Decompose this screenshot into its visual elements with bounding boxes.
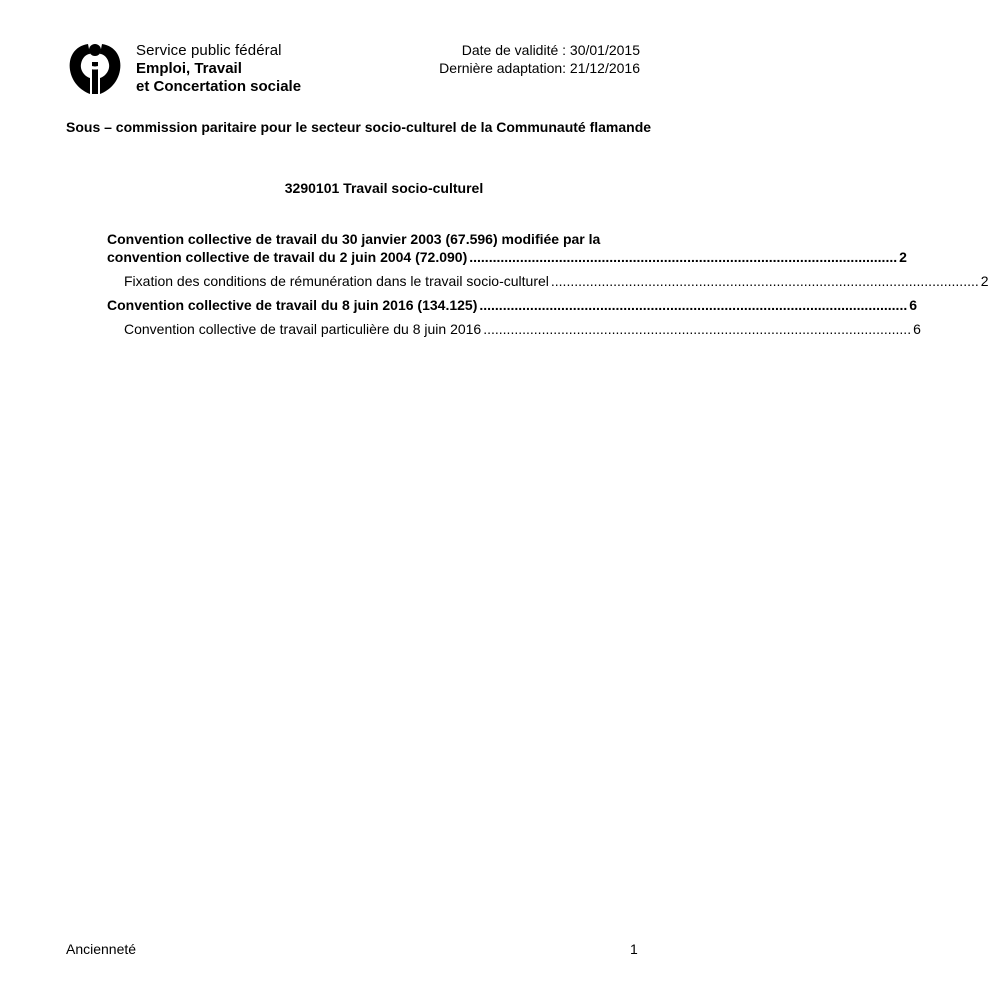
toc-entry-text-line2: convention collective de travail du 2 juin 2004 (72.090) xyxy=(107,249,468,265)
toc-page-number: 6 xyxy=(913,321,921,337)
last-update-date: Dernière adaptation: 21/12/2016 xyxy=(439,60,640,76)
footer-page-number: 1 xyxy=(630,941,638,957)
org-name xyxy=(136,42,301,96)
toc-entry-text: Convention collective de travail particulière du 8 juin 2016 xyxy=(124,321,482,337)
toc-page-number: 6 xyxy=(909,297,918,313)
toc-page-number: 2 xyxy=(980,273,989,289)
toc-entry-text: Fixation des conditions de rémunération dans le travail socio-culturel xyxy=(124,273,549,289)
toc-entry[interactable] xyxy=(107,272,989,290)
org-name-line1: Service public fédéral xyxy=(136,42,282,59)
toc-leader-dots: .............................................................................................................. xyxy=(469,249,898,265)
toc-entry[interactable] xyxy=(107,320,921,338)
footer-topic: Ancienneté xyxy=(66,941,137,957)
org-name-line2: Emploi, Travail xyxy=(136,60,242,77)
document-dates xyxy=(439,41,640,77)
toc-leader-dots: .............................................................................................................. xyxy=(479,297,908,313)
commission-title: Sous – commission paritaire pour le secteur socio-culturel de la Communauté flamande xyxy=(66,119,652,135)
toc-leader-dots: .............................................................................................................. xyxy=(483,321,912,337)
toc-entry-text-line1: Convention collective de travail du 30 janvier 2003 (67.596) modifiée par la xyxy=(107,231,601,247)
toc-leader-dots: .............................................................................................................. xyxy=(550,273,979,289)
fps-logo-icon xyxy=(66,40,124,96)
toc-entry-text: Convention collective de travail du 8 juin 2016 (134.125) xyxy=(107,297,478,313)
section-title: 3290101 Travail socio-culturel xyxy=(284,180,484,196)
toc-entry[interactable] xyxy=(107,230,907,266)
org-name-line3: et Concertation sociale xyxy=(136,78,302,95)
org-logo xyxy=(66,40,306,98)
toc-page-number: 2 xyxy=(899,249,907,265)
toc-entry[interactable] xyxy=(107,296,918,314)
validity-date: Date de validité : 30/01/2015 xyxy=(461,42,640,58)
table-of-contents xyxy=(107,230,989,344)
